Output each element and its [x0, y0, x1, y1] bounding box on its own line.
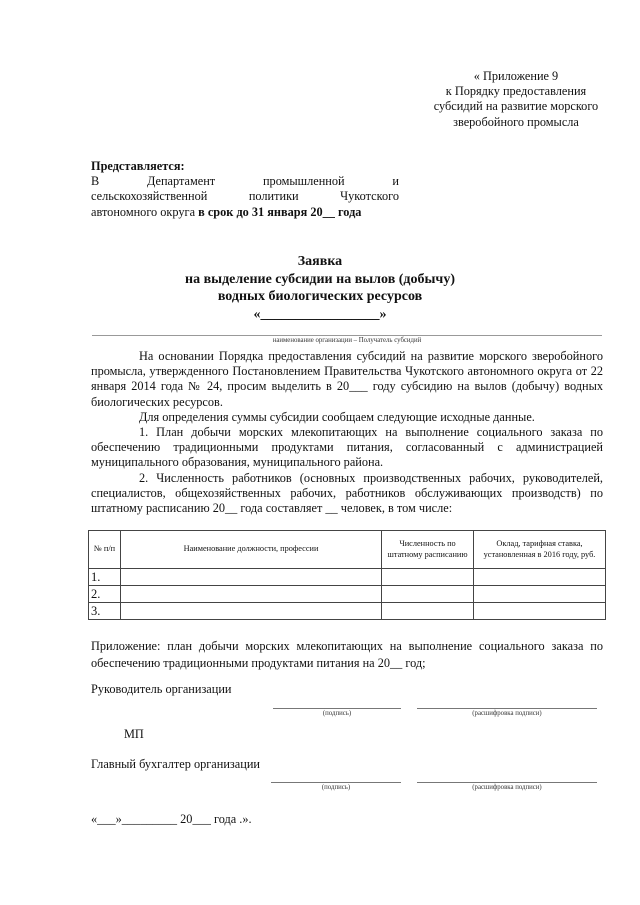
word: промышленной	[262, 174, 345, 189]
head-of-organization-label: Руководитель организации	[91, 682, 232, 696]
deadline-text: в срок до 31 января 20__ года	[198, 204, 362, 219]
table-cell: 2.	[89, 586, 121, 603]
body-text	[91, 349, 603, 516]
document-title	[0, 253, 640, 323]
table-cell	[382, 603, 474, 620]
word: политики	[248, 189, 299, 204]
word: Департамент	[146, 174, 216, 189]
head-signature-line	[273, 708, 401, 709]
appendix-line: к Порядку предоставления	[445, 84, 587, 99]
word: Чукотского	[340, 189, 400, 204]
table-cell: 1.	[89, 569, 121, 586]
head-signature-caption: (подпись)	[322, 710, 352, 717]
attachment-note	[91, 638, 603, 672]
table-cell	[474, 603, 606, 620]
table-cell	[474, 586, 606, 603]
table-cell	[382, 586, 474, 603]
accountant-decoding-line	[417, 782, 597, 783]
table-cell	[121, 569, 382, 586]
table-row	[89, 586, 606, 603]
appendix-line: « Приложение 9	[473, 69, 559, 83]
title-line: водных биологических ресурсов	[217, 289, 423, 304]
presented-heading: Представляется:	[91, 159, 185, 173]
paragraph: 2. Численность работников (основных производственных рабочих, руководителей, специалистов, общехозяйственных рабочих, работников обслуживающих производств) по штатному расписанию 20__ года составляет __ человек, в том числе:	[91, 470, 603, 516]
accountant-signature-line	[271, 782, 401, 783]
organization-caption: наименование организации – Получатель субсидий	[272, 337, 422, 344]
appendix-line: зверобойного промысла	[453, 114, 579, 129]
paragraph: На основании Порядка предоставления субсидий на развитие морского зверобойного промысла, утвержденного Постановлением Правительства Чукотского автономного округа от 22 января 2014 года № 24, просим выделить в 20___ году субсидию на вылов (добычу) водных биологических ресурсов.	[91, 349, 603, 409]
title-line: Заявка	[297, 254, 343, 269]
presented-line-2	[91, 189, 399, 204]
title-line: на выделение субсидии на вылов (добычу)	[185, 271, 455, 287]
word: и	[392, 174, 399, 189]
staff-table	[88, 530, 606, 620]
word: В	[91, 174, 100, 189]
stamp-placeholder: МП	[124, 727, 144, 741]
date-line: «___»_________ 20___ года .».	[91, 812, 252, 826]
head-decoding-line	[417, 708, 597, 709]
head-decoding-caption: (расшифровка подписи)	[472, 710, 542, 717]
table-cell	[382, 569, 474, 586]
table-cell	[121, 603, 382, 620]
table-header-cell: Наименование должности, профессии	[121, 531, 382, 569]
appendix-line: субсидий на развитие морского	[433, 99, 599, 114]
table-cell: 3.	[89, 603, 121, 620]
table-row	[89, 603, 606, 620]
table-cell	[121, 586, 382, 603]
table-header-cell: Численность по штатному расписанию	[382, 531, 474, 569]
organization-underline	[92, 335, 602, 336]
accountant-decoding-caption: (расшифровка подписи)	[472, 784, 542, 791]
attachment-line-1: Приложение: план добычи морских млекопитающих на выполнение социального заказа по	[91, 639, 603, 653]
presented-line-3-start: автономного округа	[91, 204, 199, 219]
chief-accountant-label: Главный бухгалтер организации	[91, 757, 260, 771]
appendix-header	[416, 69, 616, 130]
attachment-line-2: обеспечению традиционными продуктами питания на 20__ год;	[91, 656, 426, 670]
paragraph: Для определения суммы субсидии сообщаем следующие исходные данные.	[139, 409, 535, 424]
word: сельскохозяйственной	[91, 189, 208, 204]
presented-line-1	[91, 174, 399, 189]
accountant-signature-caption: (подпись)	[321, 784, 351, 791]
presented-line-3	[91, 205, 399, 220]
organization-name-blank: «_________________»	[253, 306, 387, 322]
table-header-cell: № п/п	[89, 531, 121, 569]
table-header-row	[89, 531, 606, 569]
presented-to-block	[91, 159, 399, 220]
table-header-cell: Оклад, тарифная ставка, установленная в 2016 году, руб.	[474, 531, 606, 569]
paragraph: 1. План добычи морских млекопитающих на выполнение социального заказа по обеспечению традиционными продуктами питания, согласованный с администрацией муниципального образования, муниципального района.	[91, 425, 603, 470]
table-cell	[474, 569, 606, 586]
table-row	[89, 569, 606, 586]
